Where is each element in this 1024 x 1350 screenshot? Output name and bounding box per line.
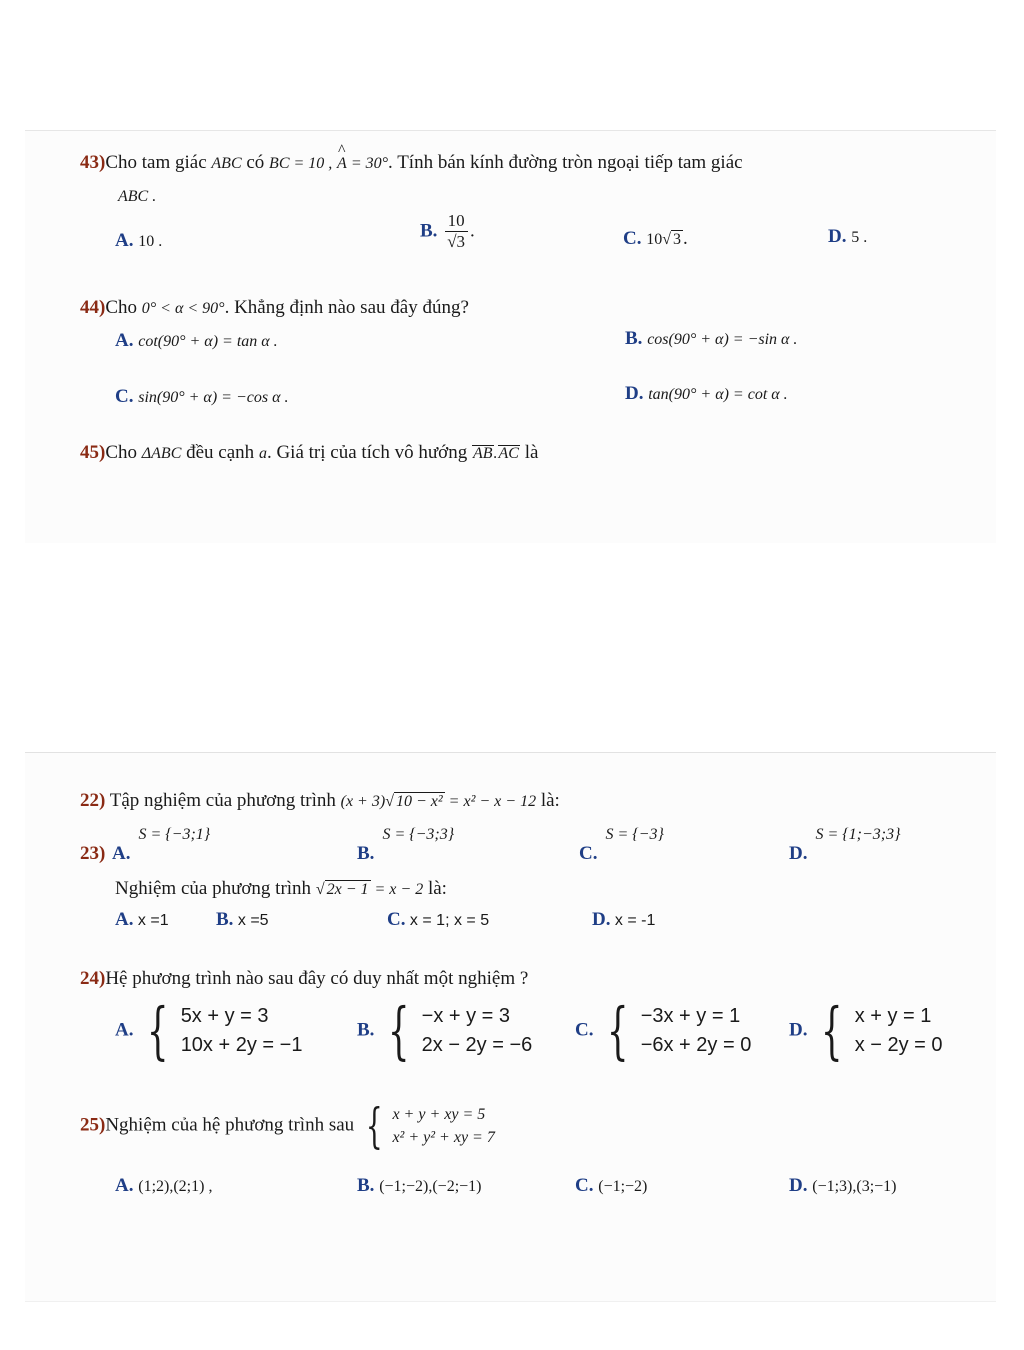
q43-text-a: Cho tam giác <box>105 152 212 173</box>
sqrt: √ 10 − x² <box>385 793 443 810</box>
q45-text-b: đều cạnh <box>181 442 259 463</box>
q43-angle-letter: ^ A <box>337 154 347 173</box>
sqrt-radicand: 2x − 1 <box>326 881 369 898</box>
q44-stem <box>80 297 469 320</box>
option-value: 5 . <box>851 229 868 246</box>
q22-option-b[interactable] <box>357 826 455 866</box>
sqrt: √ 3 <box>662 231 682 248</box>
q23-text-b: là: <box>423 878 447 899</box>
q25-stem <box>80 1098 495 1154</box>
option-value: S = {−3} <box>605 826 664 843</box>
q45-vector-ac: AC <box>498 445 519 462</box>
q22-option-c[interactable] <box>579 826 664 866</box>
q43-stem <box>80 152 743 175</box>
q43-option-c[interactable] <box>623 228 688 251</box>
option-tail: . <box>470 220 475 242</box>
q24-text: Hệ phương trình nào sau đây có duy nhất một nghiệm ? <box>105 968 529 989</box>
q45-text-c: . Giá trị của tích vô hướng <box>266 442 472 463</box>
q45-number: 45) <box>80 442 106 463</box>
q23-option-a[interactable] <box>115 909 169 932</box>
q43-bc: BC = 10 , <box>269 155 333 172</box>
option-value: (−1;3),(3;−1) <box>812 1178 897 1195</box>
option-tail: . <box>683 228 688 249</box>
q24-option-c[interactable] <box>575 994 752 1067</box>
option-label: A. <box>115 1175 134 1196</box>
option-value: (1;2),(2;1) , <box>138 1178 213 1195</box>
q43-line2: ABC . <box>118 188 157 205</box>
sqrt-radicand: 3 <box>673 231 682 248</box>
q43-text-c: . Tính bán kính đường tròn ngoại tiếp tam giác <box>388 152 743 173</box>
option-label: B. <box>625 328 643 349</box>
option-value: S = {−3;1} <box>138 826 211 843</box>
q44-option-b[interactable] <box>625 328 797 351</box>
q45-dot: . <box>493 445 498 462</box>
equation-system <box>812 994 943 1067</box>
q25-text: Nghiệm của hệ phương trình sau <box>105 1114 359 1136</box>
system-line-1: −3x + y = 1 <box>640 1005 741 1027</box>
brace-icon: { <box>821 994 843 1067</box>
option-value: S = {1;−3;3} <box>815 826 901 843</box>
equation-system <box>379 994 533 1067</box>
option-label: B. <box>357 1019 375 1041</box>
q44-text-b: . Khẳng định nào sau đây đúng? <box>224 297 469 318</box>
sqrt: √ 2x − 1 <box>315 881 369 898</box>
option-label: C. <box>115 386 134 407</box>
brace-icon: { <box>365 1098 383 1154</box>
option-label: A. <box>115 1019 134 1041</box>
q45-stem <box>80 442 538 465</box>
option-label: B. <box>216 909 234 930</box>
equation-system <box>598 994 752 1067</box>
system-line-2: 2x − 2y = −6 <box>421 1034 533 1056</box>
sqrt-radicand: 10 − x² <box>395 793 443 810</box>
option-label: C. <box>575 1019 594 1041</box>
q43-option-d[interactable] <box>828 226 867 249</box>
option-value: x =1 <box>133 912 169 929</box>
option-label: A. <box>112 843 131 864</box>
q24-option-a[interactable] <box>115 994 303 1067</box>
q44-text-a: Cho <box>105 297 142 318</box>
q43-triangle: ABC <box>211 155 242 172</box>
system-line-2: x² + y² + xy = 7 <box>392 1129 495 1146</box>
q25-number: 25) <box>80 1114 106 1136</box>
fraction-numerator: 10 <box>445 212 468 232</box>
brace-icon: { <box>607 994 629 1067</box>
q45-vector-ab: AB <box>472 445 493 462</box>
q25-option-a[interactable] <box>115 1175 212 1198</box>
option-value: (−1;−2) <box>598 1178 648 1195</box>
option-value: S = {−3;3} <box>382 826 455 843</box>
option-value: cos(90° + α) = −sin α . <box>647 331 798 348</box>
q45-text-a: Cho <box>105 442 142 463</box>
q23-text-a: Nghiệm của phương trình <box>115 878 316 899</box>
option-label: D. <box>789 843 808 864</box>
option-label: A. <box>115 230 134 251</box>
equation-system <box>138 994 303 1067</box>
q22-number: 22) <box>80 790 106 811</box>
option-label: D. <box>592 909 611 930</box>
q45-side: a <box>258 445 267 462</box>
option-label: C. <box>579 843 598 864</box>
option-value: tan(90° + α) = cot α . <box>648 386 788 403</box>
equation-system <box>359 1098 495 1154</box>
q44-option-c[interactable] <box>115 386 288 409</box>
q44-condition: 0° < α < 90° <box>141 300 225 317</box>
q43-option-a[interactable] <box>115 230 162 253</box>
fraction <box>444 212 468 252</box>
option-label: B. <box>420 220 438 242</box>
q24-option-d[interactable] <box>789 994 943 1067</box>
q23-option-d[interactable] <box>592 909 655 932</box>
q25-option-b[interactable] <box>357 1175 481 1198</box>
system-line-1: x + y + xy = 5 <box>392 1105 486 1123</box>
q22-stem <box>80 790 560 813</box>
system-line-1: x + y = 1 <box>854 1005 932 1027</box>
option-value: sin(90° + α) = −cos α . <box>138 389 289 406</box>
q24-stem <box>80 968 528 991</box>
fraction-denominator: √3 <box>447 231 466 251</box>
option-label: D. <box>828 226 847 247</box>
q45-triangle: ΔABC <box>141 445 182 462</box>
q23-option-c[interactable] <box>387 909 489 932</box>
q23-option-b[interactable] <box>216 909 269 932</box>
option-value: x =5 <box>233 912 269 929</box>
option-label: D. <box>625 383 644 404</box>
q23-number-wrap <box>80 843 105 866</box>
option-label: C. <box>575 1175 594 1196</box>
q22-text-a: Tập nghiệm của phương trình <box>105 790 341 811</box>
system-line-2: x − 2y = 0 <box>854 1034 943 1056</box>
option-label: D. <box>789 1019 808 1041</box>
q44-option-d[interactable] <box>625 383 788 406</box>
q25-option-d[interactable] <box>789 1175 896 1198</box>
option-label: B. <box>357 843 375 864</box>
system-line-1: −x + y = 3 <box>421 1005 511 1027</box>
q43-option-b[interactable] <box>420 212 475 252</box>
q22-text-b: là: <box>536 790 560 811</box>
option-label: B. <box>357 1175 375 1196</box>
q22-option-d[interactable] <box>789 826 901 866</box>
q43-angle: = 30° <box>346 155 389 172</box>
option-value: cot(90° + α) = tan α . <box>138 333 278 350</box>
q24-number: 24) <box>80 968 106 989</box>
option-label: C. <box>623 228 642 249</box>
q44-option-a[interactable] <box>115 330 278 353</box>
q45-text-d: là <box>519 442 539 463</box>
system-line-2: 10x + 2y = −1 <box>180 1034 303 1056</box>
option-label: A. <box>115 909 134 930</box>
q23-stem <box>115 878 447 901</box>
system-line-1: 5x + y = 3 <box>180 1005 269 1027</box>
q22-option-a[interactable] <box>112 826 211 866</box>
brace-icon: { <box>147 994 169 1067</box>
option-value: 10 . <box>138 233 163 250</box>
q25-option-c[interactable] <box>575 1175 647 1198</box>
q22-lhs: (x + 3) <box>340 793 386 810</box>
option-label: C. <box>387 909 406 930</box>
q43-text-b: có <box>241 152 270 173</box>
brace-icon: { <box>388 994 410 1067</box>
option-value: x = 1; x = 5 <box>405 912 490 929</box>
option-value: x = -1 <box>610 912 656 929</box>
q44-number: 44) <box>80 297 106 318</box>
q24-option-b[interactable] <box>357 994 533 1067</box>
q43-number: 43) <box>80 152 106 173</box>
q23-rhs: = x − 2 <box>370 881 424 898</box>
option-coef: 10 <box>646 231 663 248</box>
option-value: (−1;−2),(−2;−1) <box>379 1178 482 1195</box>
option-label: A. <box>115 330 134 351</box>
option-label: D. <box>789 1175 808 1196</box>
q22-rhs: = x² − x − 12 <box>444 793 537 810</box>
q23-number: 23) <box>80 843 106 864</box>
system-line-2: −6x + 2y = 0 <box>640 1034 752 1056</box>
